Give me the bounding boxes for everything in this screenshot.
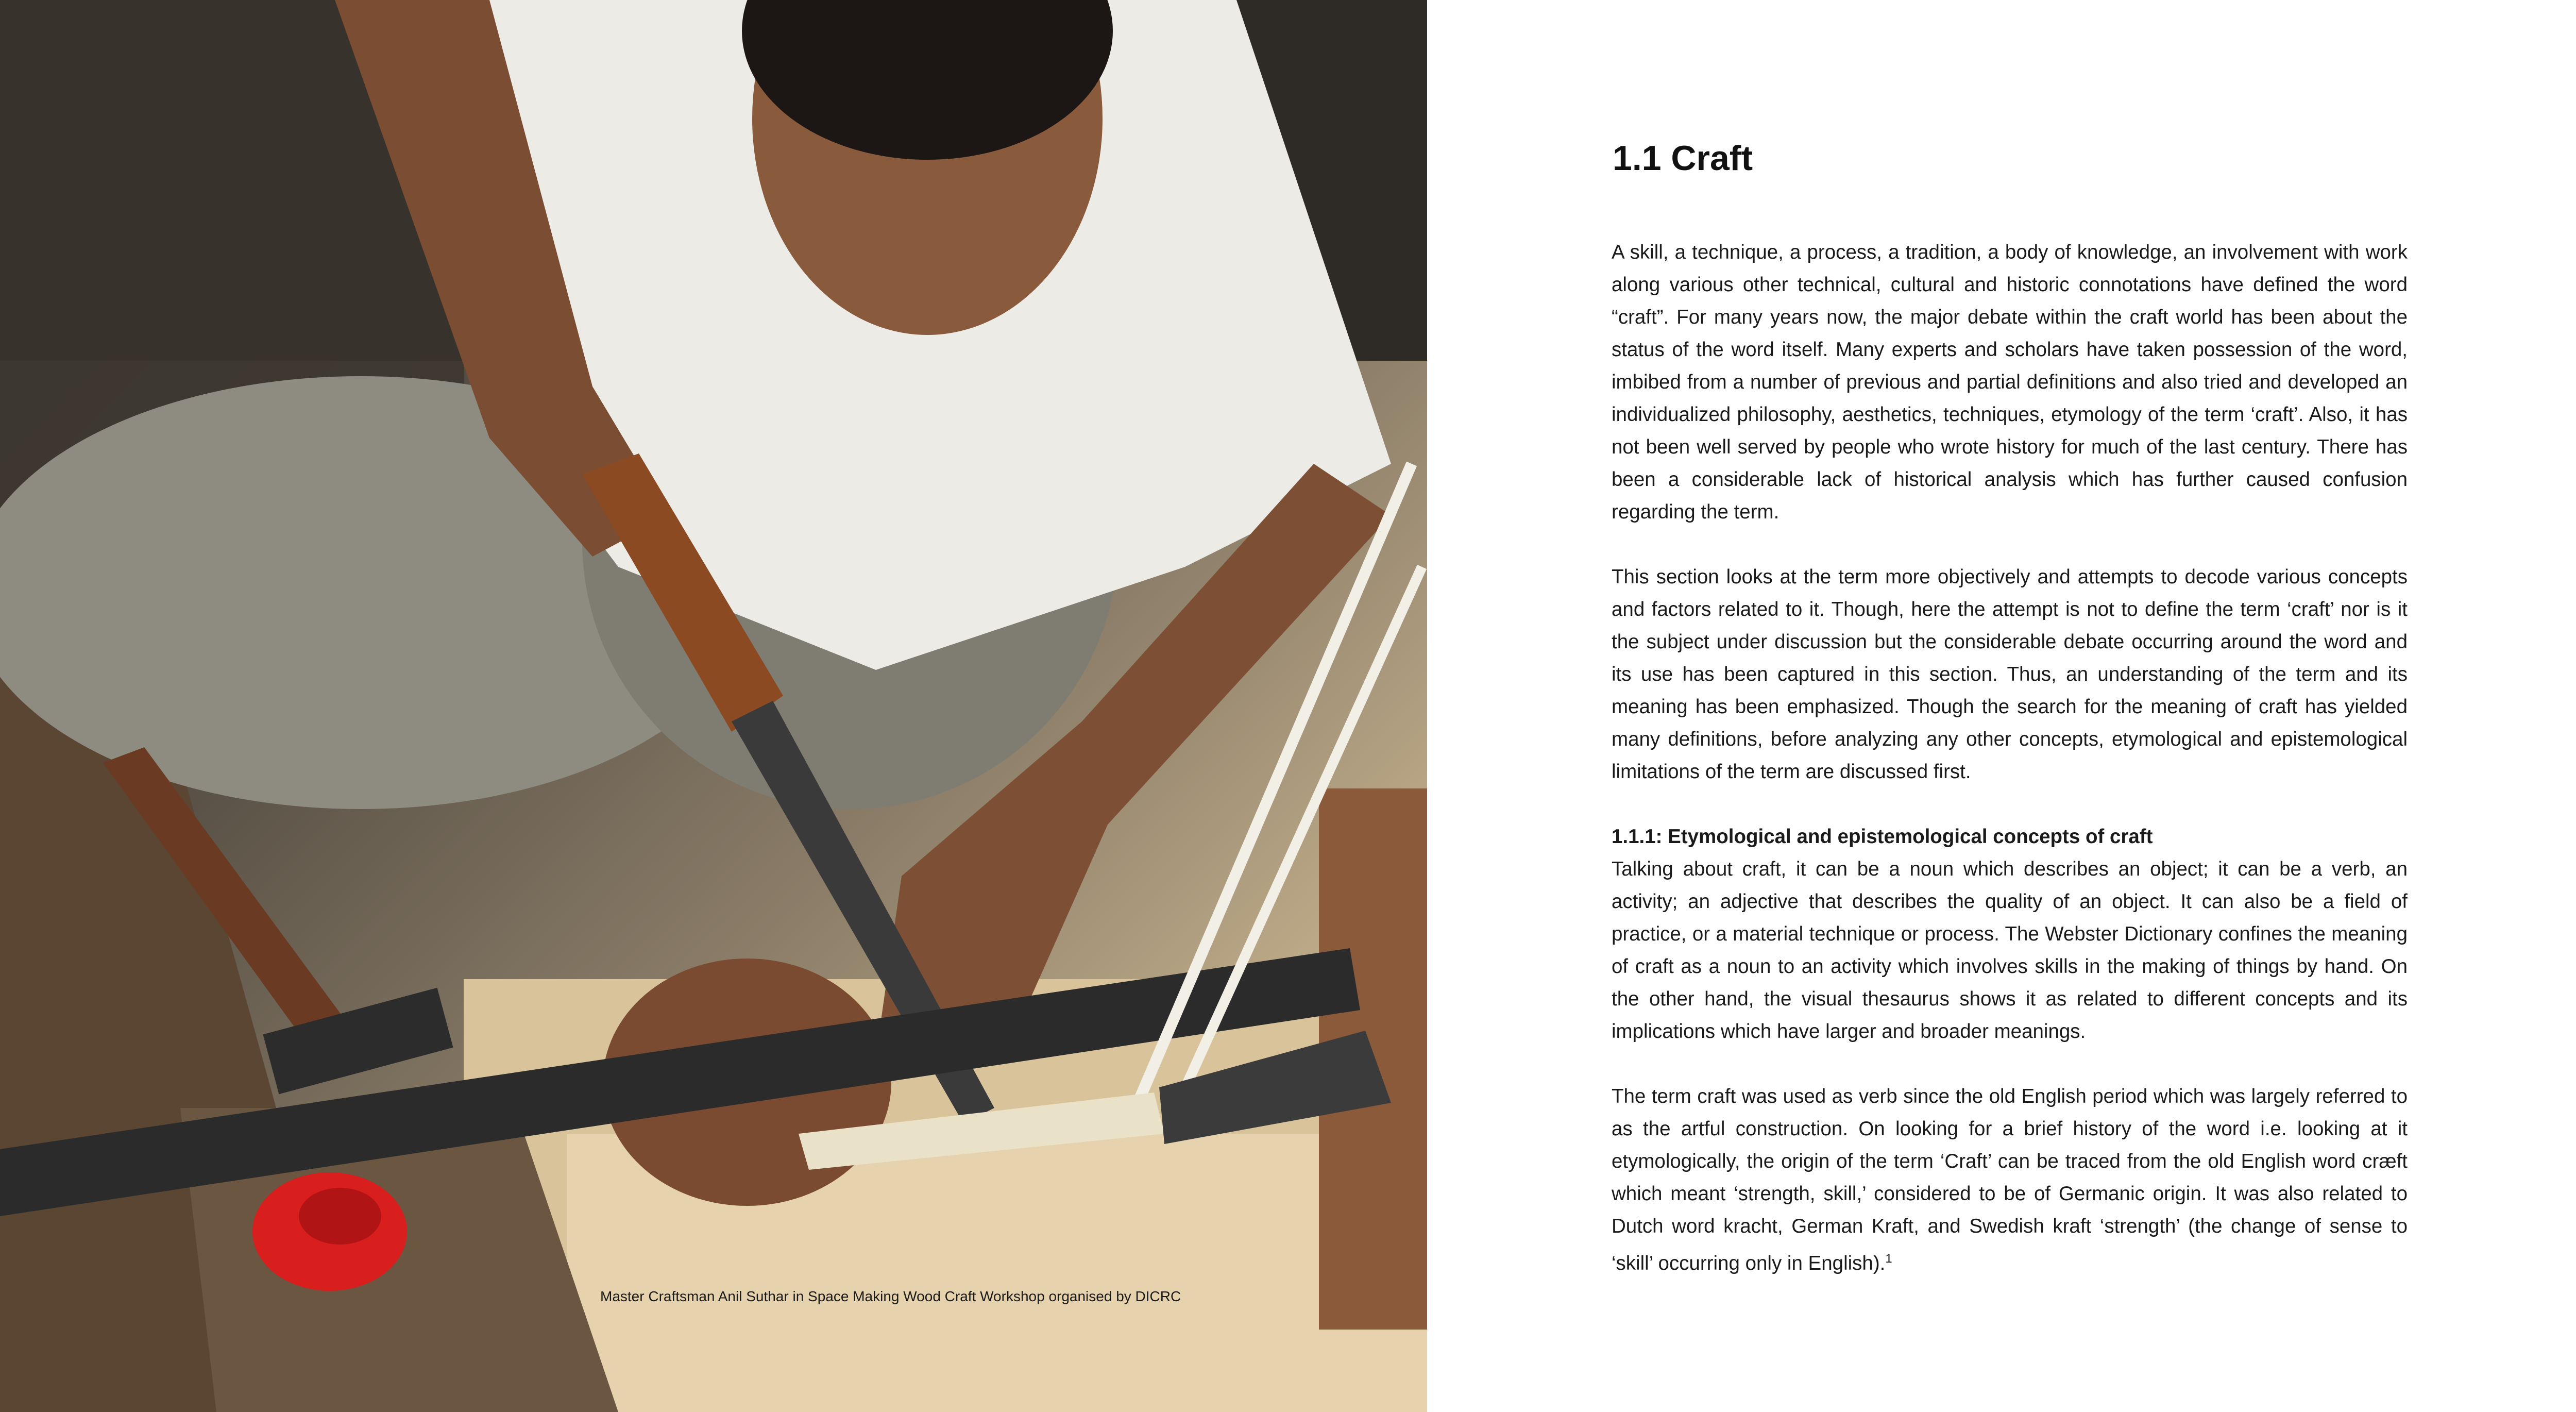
paragraph xyxy=(1612,1080,2408,1280)
paragraph: This section looks at the term more objectively and attempts to decode various concepts and factors related to it. Though, here the attempt is not to define the term ‘craft’ nor is it the subject under discussion but the considerable debate occurring around the word and its use has been captured in this section. Thus, an understanding of the term and its meaning has been emphasized. Though the search for the meaning of craft has yielded many definitions, before analyzing any other concepts, etymological and epistemological limitations of the term are discussed first. xyxy=(1612,566,2408,783)
subsection-title: 1.1.1: Etymological and epistemological concepts of craft xyxy=(1612,826,2153,848)
paragraph: A skill, a technique, a process, a tradition, a body of knowledge, an involvement with work along various other technical, cultural and historic connotations have defined the word “craft”. For many years now, the major debate within the craft world has been about the status of the word itself. Many experts and scholars have taken possession of the word, imbibed from a number of previous and partial definitions and also tried and developed an individualized philosophy, aesthetics, techniques, etymology of the term ‘craft’. Also, it has not been well served by people who wrote history for much of the last century. There has been a considerable lack of historical analysis which has further caused confusion regarding the term. xyxy=(1612,241,2408,523)
body-text xyxy=(1612,236,2408,1280)
paragraph-text: The term craft was used as verb since the old English period which was largely referred to as the artful construction. On looking for a brief history of the word i.e. looking at it etymologically, the origin of the term ‘Craft’ can be traced from the old English word cræft which meant ‘strength, skill,’ considered to be of Germanic origin. It was also related to Dutch word kracht, German Kraft, and Swedish kraft ‘strength’ (the change of sense to ‘skill’ occurring only in English). xyxy=(1612,1085,2408,1274)
footnote-marker: 1 xyxy=(1885,1252,1892,1266)
photo-caption: Master Craftsman Anil Suthar in Space Making Wood Craft Workshop organised by DICRC xyxy=(600,1288,1181,1304)
section-title: 1.1 Craft xyxy=(1613,139,1753,178)
paragraph: Talking about craft, it can be a noun which describes an object; it can be a verb, an activity; an adjective that describes the quality of an object. It can also be a field of practice, or a material technique or process. The Webster Dictionary confines the meaning of craft as a noun to an activity which involves skills in the making of things by hand. On the other hand, the visual thesaurus shows it as related to different concepts and its implications which have larger and broader meanings. xyxy=(1612,858,2408,1043)
